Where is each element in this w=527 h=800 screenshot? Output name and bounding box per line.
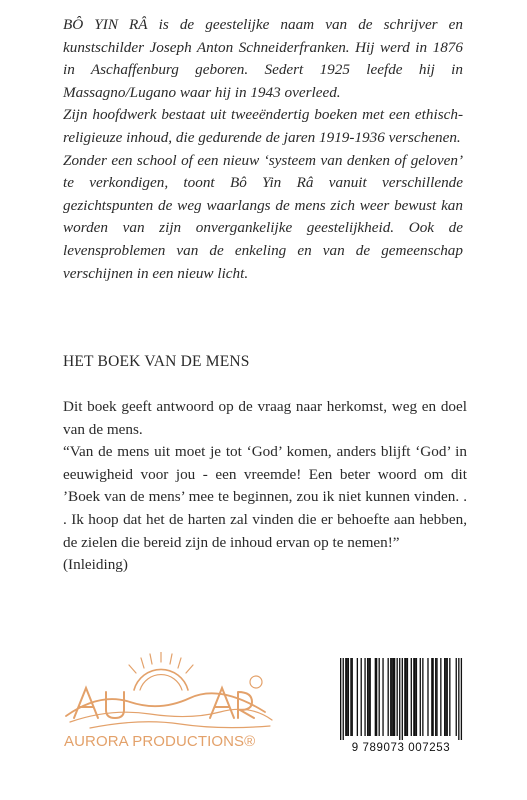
barcode-bar <box>427 658 428 736</box>
barcode-bar <box>399 658 400 740</box>
barcode-bar <box>391 658 392 736</box>
barcode-bar <box>364 658 365 736</box>
barcode-bar <box>393 658 394 736</box>
barcode-bar <box>402 658 403 740</box>
barcode-bar <box>345 658 346 736</box>
barcode-bars <box>334 658 468 742</box>
barcode-bar <box>368 658 369 736</box>
barcode-bar <box>367 658 368 736</box>
barcode-bar <box>447 658 448 736</box>
barcode-bar <box>431 658 432 736</box>
barcode-bar <box>405 658 406 736</box>
barcode-bar <box>435 658 436 736</box>
barcode-bar <box>397 658 398 736</box>
barcode-bar <box>390 658 391 736</box>
barcode-bar <box>357 658 358 736</box>
publisher-name: AURORA PRODUCTIONS® <box>64 733 256 750</box>
barcode-bar <box>394 658 395 736</box>
barcode-bar <box>411 658 412 736</box>
barcode-bar <box>440 658 441 736</box>
isbn-digits: 9 789073 007253 <box>351 742 451 754</box>
barcode-bar <box>413 658 414 736</box>
barcode-bar <box>375 658 376 736</box>
barcode-bar <box>350 658 351 736</box>
book-title: HET BOEK VAN DE MENS <box>63 353 250 370</box>
barcode-bar <box>420 658 421 736</box>
barcode-bar <box>404 658 405 736</box>
description-source: (Inleiding) <box>63 556 128 574</box>
barcode-bar <box>370 658 371 736</box>
bio-paragraph-3: Zonder een school of een nieuw ‘systeem van denken of geloven’ te verkondigen, toont Bô Yin Râ vanuit verschillende gezichtspunten de weg waarlangs de mens zich weer bewust kan worden van zijn onvergankelijke geestelijkheid. Ook de levensproblemen van de enkeling en van de gemeenschap verschijnen in een nieuw licht. <box>63 151 463 282</box>
barcode-bar <box>432 658 433 736</box>
barcode-bar <box>352 658 353 736</box>
barcode-bar <box>449 658 450 736</box>
author-bio <box>63 14 463 285</box>
aurora-sunrise-logo-icon <box>60 652 280 734</box>
barcode-bar <box>422 658 423 736</box>
barcode-bar <box>445 658 446 736</box>
description-paragraph-1: Dit boek geeft antwoord op de vraag naar herkomst, weg en doel van de mens. <box>63 398 467 438</box>
barcode-bar <box>376 658 377 736</box>
barcode-bar <box>348 658 349 736</box>
barcode-bar <box>461 658 462 740</box>
barcode-bar <box>343 658 344 740</box>
barcode-bar <box>444 658 445 736</box>
barcode-bar <box>388 658 389 736</box>
barcode-bar <box>456 658 457 736</box>
barcode-bar <box>407 658 408 736</box>
bio-paragraph-2: Zijn hoofdwerk bestaat uit tweeëndertig boeken met een ethisch-religieuze inhoud, die gedurende de jaren 1919-1936 verschenen. <box>63 106 463 146</box>
barcode-bar <box>436 658 437 736</box>
barcode-bar <box>416 658 417 736</box>
bio-paragraph-1: BÔ YIN RÂ is de geestelijke naam van de schrijver en kunstschilder Joseph Anton Schneiderfranken. Hij werd in 1876 in Aschaffenburg geboren. Sedert 1925 leefde hij in Massagno/Lugano waar hij in 1943 overleed. <box>63 16 463 101</box>
barcode-bar <box>382 658 383 736</box>
barcode-bar <box>340 658 341 740</box>
barcode-bar <box>379 658 380 736</box>
barcode-bar <box>414 658 415 736</box>
barcode-bar <box>346 658 347 736</box>
book-description <box>63 396 467 577</box>
barcode-bar <box>458 658 459 740</box>
barcode-bar <box>361 658 362 736</box>
description-quote: “Van de mens uit moet je tot ‘God’ komen, anders blijft ‘God’ in eeuwigheid voor jou - een vreemde! Een beter woord om dit ’Boek van de mens’ mee te beginnen, zou ik niet kunnen vinden. . . Ik hoop dat het de harten zal vinden die er behoefte aan hebben, de zielen die bereid zijn de inhoud ervan op te nemen!” <box>63 443 467 551</box>
